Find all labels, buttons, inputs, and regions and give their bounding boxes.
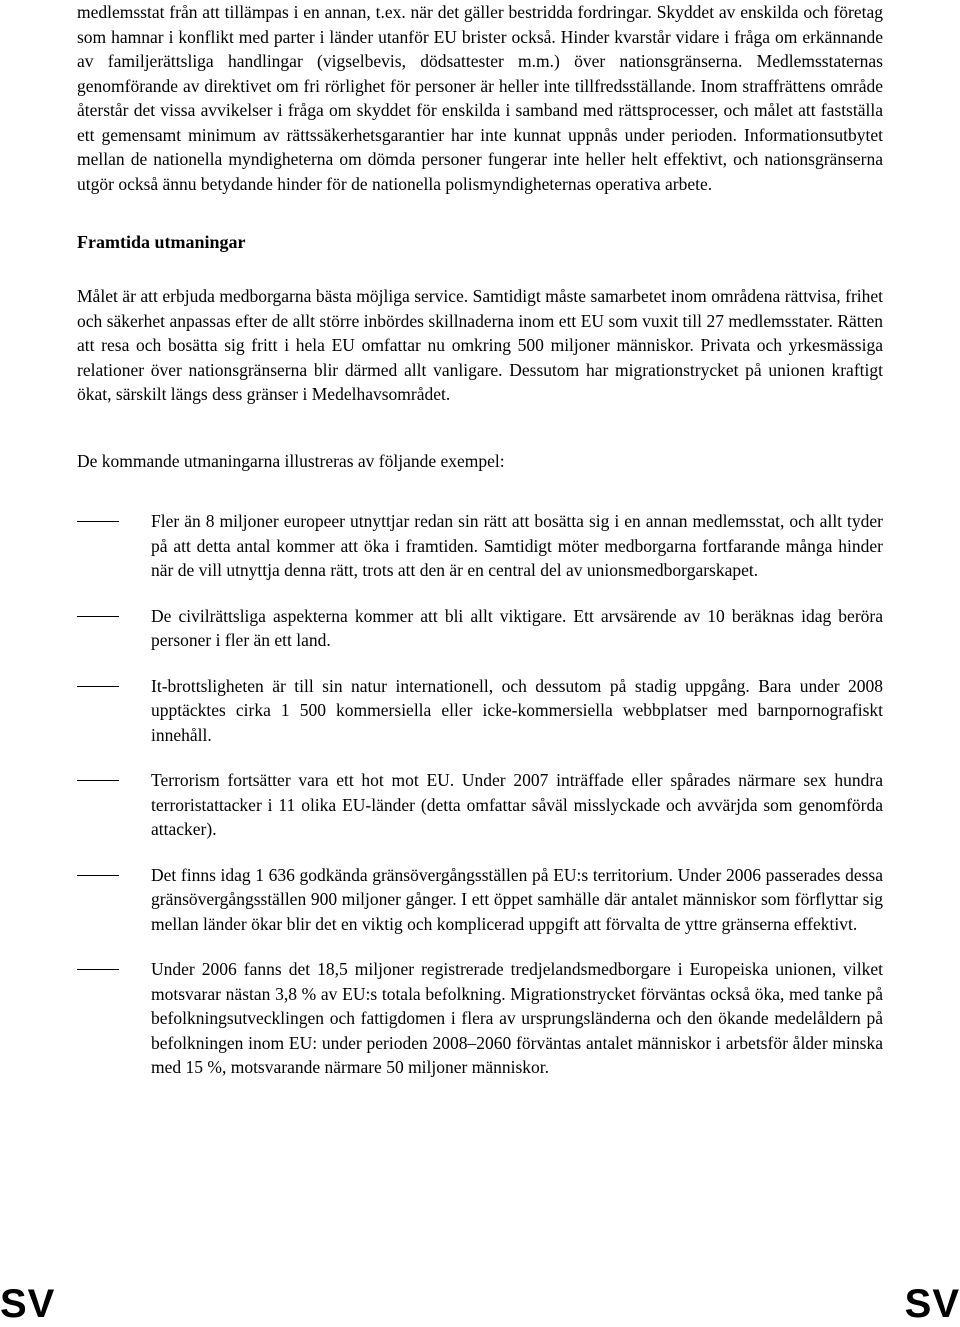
dash-bullet-icon [77,616,119,617]
list-item-text: De civilrättsliga aspekterna kommer att bli allt viktigare. Ett arvsärende av 10 beräknas idag beröra personer i fler än ett land. [151,605,883,650]
list-item [77,509,883,583]
list-item-text: Det finns idag 1 636 godkända gränsövergångsställen på EU:s territorium. Under 2006 passerades dessa gränsövergångsställen 900 miljoner gånger. I ett öppet samhälle där antalet människor som förflyttar sig mellan länder ökar blir det en viktig och komplicerad uppgift att förvalta de yttre gränserna effektivt. [151,864,883,934]
list-item [77,604,883,653]
examples-list [77,509,883,1080]
dash-bullet-icon [77,780,119,781]
dash-bullet-icon [77,969,119,970]
list-item-text: It-brottsligheten är till sin natur internationell, och dessutom på stadig uppgång. Bara under 2008 upptäcktes cirka 1 500 kommersiella eller icke-kommersiella webbplatser med barnpornografiskt innehåll. [151,675,883,745]
list-item [77,863,883,937]
language-code-left: SV [0,1282,56,1326]
dash-bullet-icon [77,521,119,522]
examples-intro: De kommande utmaningarna illustreras av följande exempel: [77,450,505,471]
section-paragraph [77,284,883,407]
section-heading: Framtida utmaningar [77,232,246,252]
language-code-right: SV [904,1282,960,1326]
list-item [77,674,883,748]
list-item [77,768,883,842]
list-item [77,957,883,1080]
list-item-text: Under 2006 fanns det 18,5 miljoner registrerade tredjelandsmedborgare i Europeiska unionen, vilket motsvarar nästan 3,8 % av EU:s totala befolkning. Migrationstrycket förväntas också öka, med tanke på befolkningsutvecklingen och fattigdomen i flera av ursprungsländerna och den ökande medelåldern på befolkningen inom EU: under perioden 2008–2060 förväntas antalet människor i arbetsför ålder minska med 15 %, motsvarande närmare 50 miljoner människor. [151,959,883,1077]
dash-bullet-icon [77,875,119,876]
list-item-text: Fler än 8 miljoner europeer utnyttjar redan sin rätt att bosätta sig i en annan medlemsstat, och allt tyder på att detta antal kommer att öka i framtiden. Samtidigt möter medborgarna fortfarande många hinder när de vill utnyttja denna rätt, trots att den är en central del av unionsmedborgarskapet. [151,511,883,580]
section-paragraph-text: Samtidigt måste samarbetet inom områdena rättvisa, frihet och säkerhet anpassas efter de allt större inbördes skillnaderna inom ett EU som vuxit till 27 medlemsstater. Rätten att resa och bosätta sig fritt i hela EU omfattar nu omkring 500 miljoner människor. Privata och yrkesmässiga relationer över nationsgränserna blir därmed allt vanligare. Dessutom har migrationstrycket på unionen kraftigt ökat, särskilt längs dess gränser i Medelhavsområdet. [77,286,884,404]
dash-bullet-icon [77,686,119,687]
intro-paragraph: medlemsstat från att tillämpas i en annan, t.ex. när det gäller bestridda fordringar. Skyddet av enskilda och företag som hamnar i konflikt med parter i länder utanför EU brister också. Hinder kvarstår vidare i fråga om erkännande av familjerättsliga handlingar (vigselbevis, dödsattester m.m.) över nationsgränserna. Medlemsstaternas genomförande av direktivet om fri rörlighet för personer är heller inte tillfredsställande. Inom straffrättens område återstår det vissa avvikelser i fråga om skyddet för enskilda i samband med rättsprocesser, och målet att fastställa ett gemensamt minimum av rättssäkerhetsgarantier har inte kunnat uppnås under perioden. Informationsutbytet mellan de nationella myndigheterna om dömda personer fungerar inte heller helt effektivt, och nationsgränserna utgör också ännu betydande hinder för de nationella polismyndigheternas operativa arbete. [77,2,883,194]
document-body [77,0,883,1080]
lead-sentence: Målet är att erbjuda medborgarna bästa möjliga service. [77,286,469,306]
list-item-text: Terrorism fortsätter vara ett hot mot EU. Under 2007 inträffade eller spårades närmare sex hundra terroristattacker i 11 olika EU-länder (detta omfattar såväl misslyckade och avvärjda som genomförda attacker). [151,770,883,839]
